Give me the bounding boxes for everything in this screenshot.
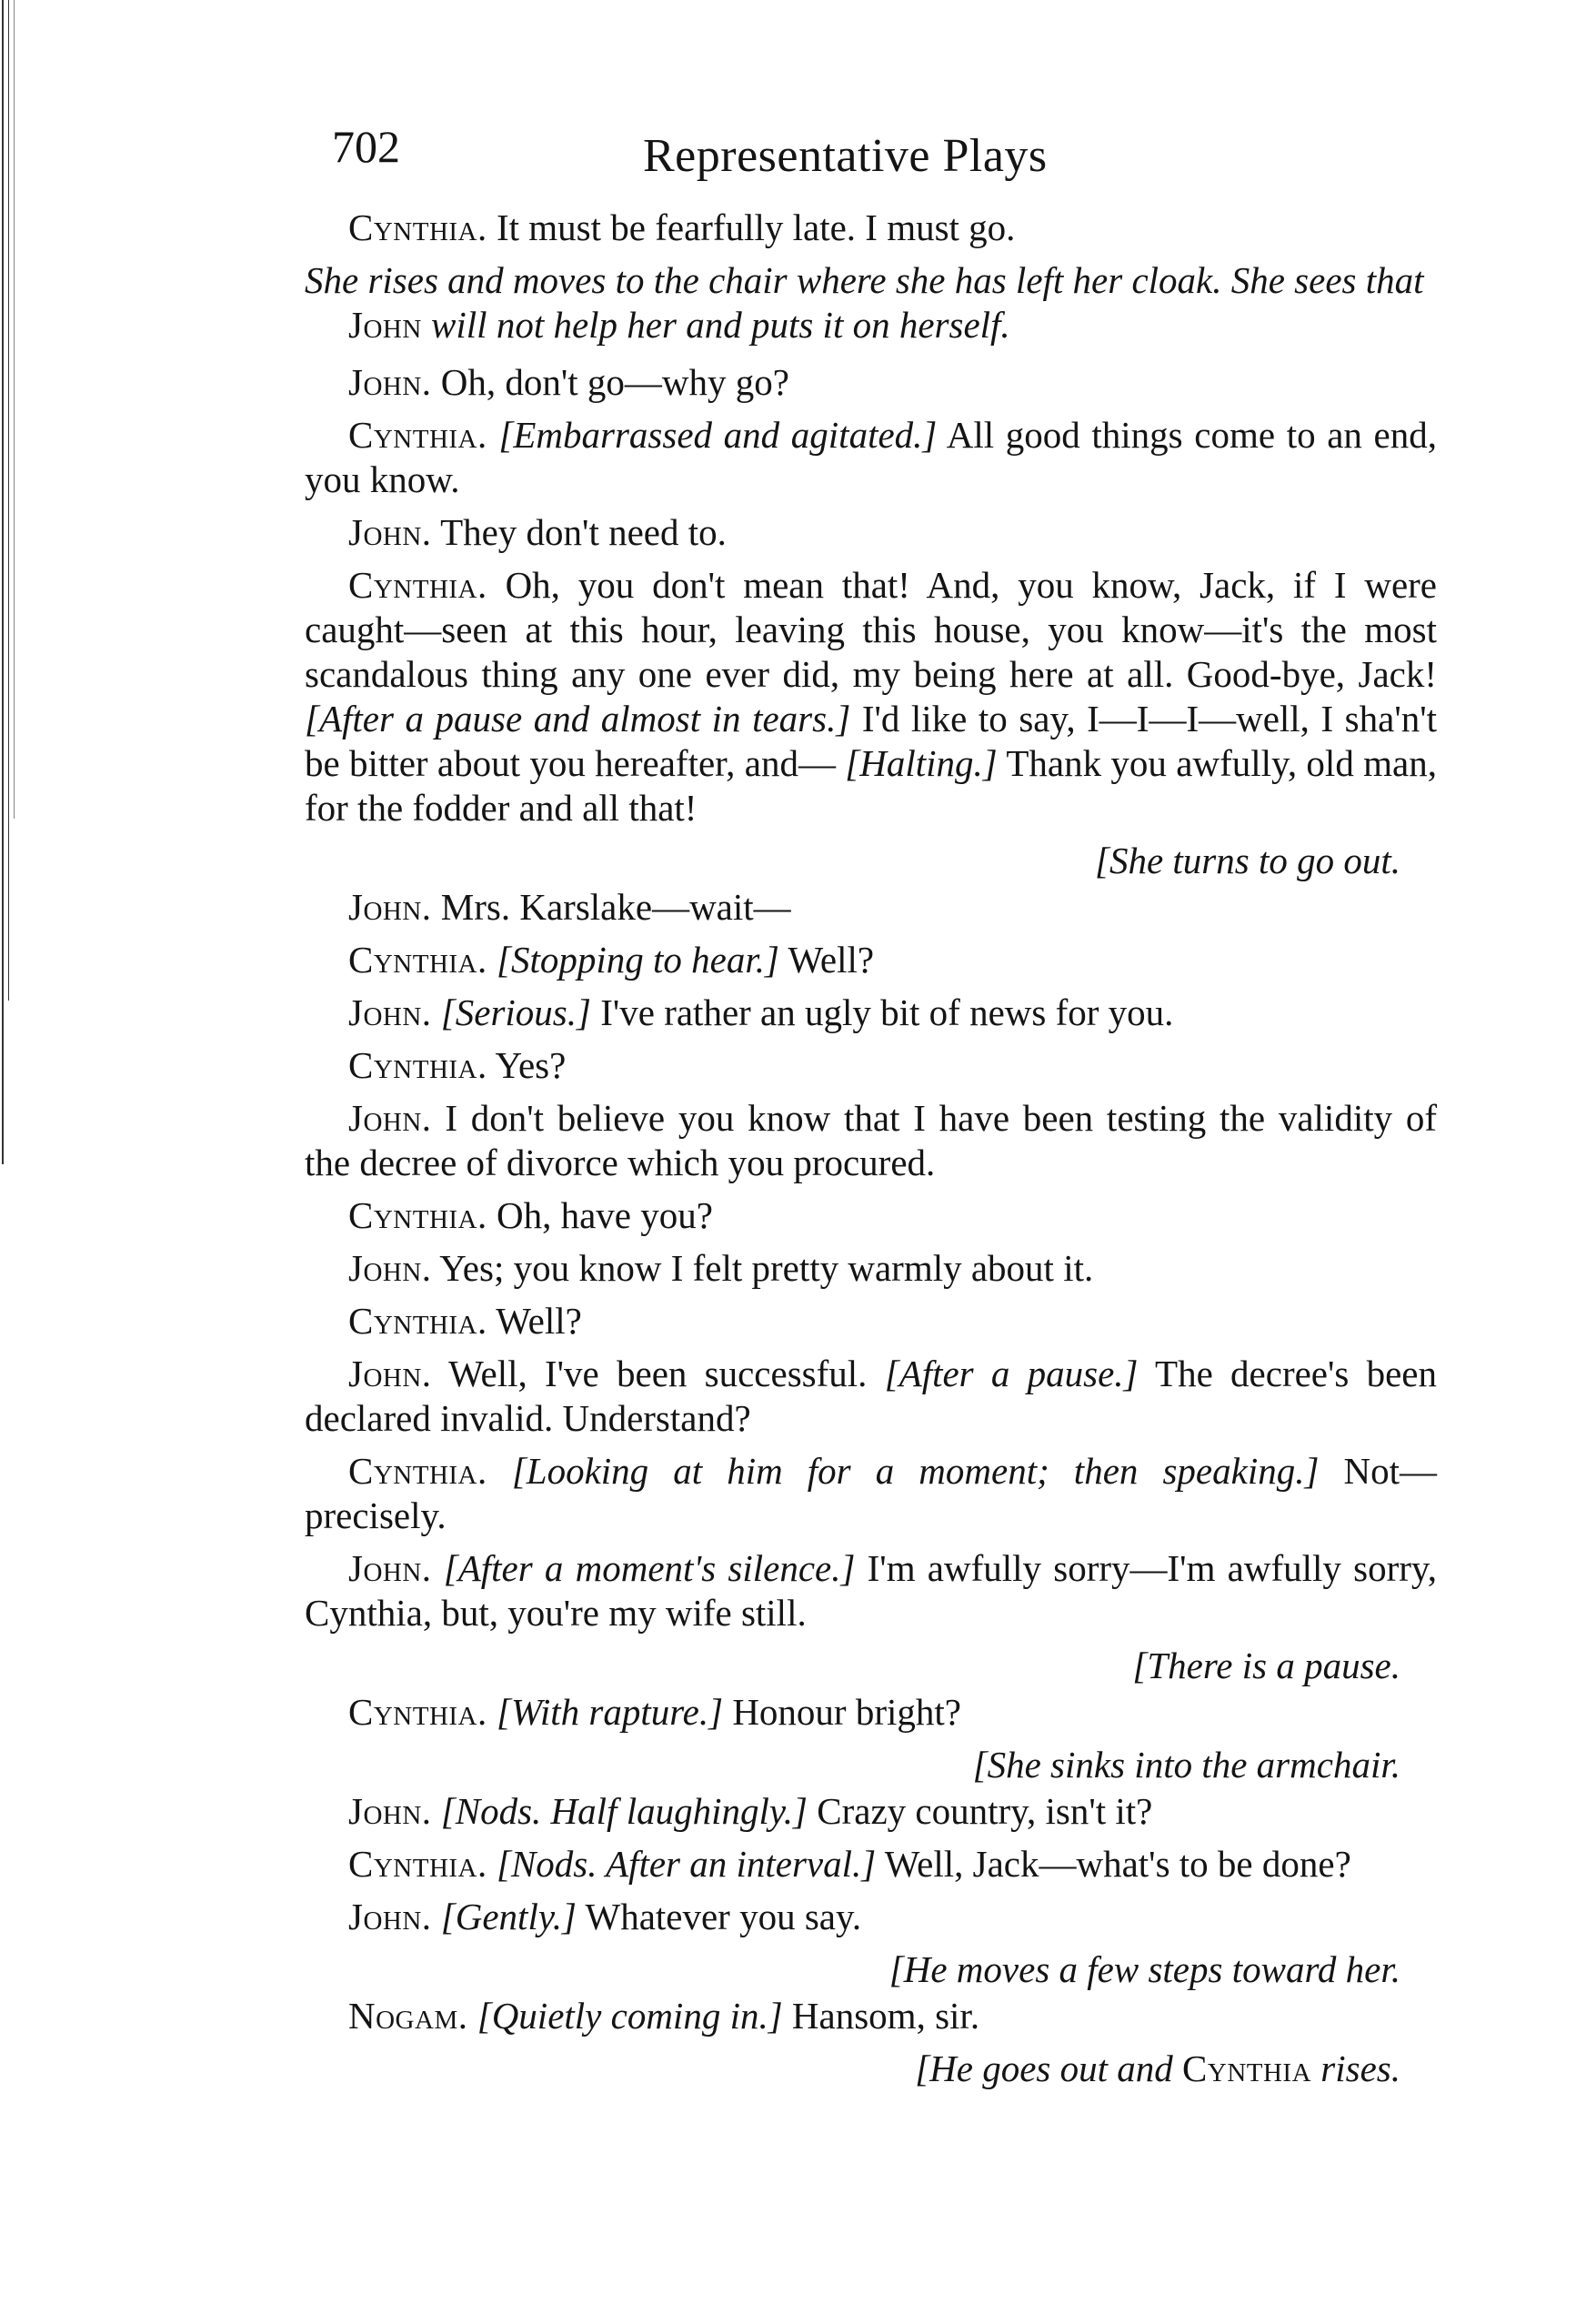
speaker-name: Cynthia.: [348, 414, 487, 456]
speech: [305, 1352, 1437, 1441]
speaker-name: John.: [348, 511, 432, 553]
speech: [305, 563, 1437, 830]
speaker-name: John.: [348, 1547, 432, 1589]
speech: [305, 1193, 1437, 1238]
inline-direction: [After a pause.]: [884, 1353, 1139, 1394]
inline-direction: [Serious.]: [440, 991, 591, 1033]
binding-edge-marks: [0, 0, 20, 1182]
speech: [305, 1546, 1437, 1635]
speaker-name: Cynthia.: [348, 1691, 487, 1733]
stage-direction-right: [305, 2047, 1437, 2091]
speech: [305, 1299, 1437, 1343]
inline-direction: [Looking at him for a moment; then speaking.]: [511, 1450, 1320, 1492]
speech: [305, 206, 1437, 250]
exit-direction: [She turns to go out.: [1095, 840, 1400, 881]
character-name: John: [348, 304, 422, 346]
speaker-name: Cynthia.: [348, 564, 487, 606]
speech-text: All good things come to an end, you know.: [305, 414, 1437, 500]
speaker-name: Cynthia.: [348, 1044, 487, 1086]
speech-text: Well?: [778, 939, 875, 981]
speech-text: Hansom, sir.: [782, 1995, 980, 2037]
speaker-name: Nogam.: [348, 1995, 468, 2037]
speech-text: Yes; you know I felt pretty warmly about it.: [439, 1247, 1094, 1289]
speech: [305, 1096, 1437, 1185]
inline-direction: [With rapture.]: [497, 1691, 724, 1733]
speech: [305, 1449, 1437, 1538]
speaker-name: John.: [348, 1097, 432, 1139]
speaker-name: John.: [348, 886, 432, 928]
speech: [305, 1043, 1437, 1088]
speech-text: I don't believe you know that I have been testing the validity of the decree of divorce which you procured.: [305, 1097, 1438, 1183]
speech-text: Whatever you say.: [576, 1896, 862, 1937]
speech-text: It must be fearfully late. I must go.: [497, 206, 1016, 248]
character-name: Cynthia: [1182, 2047, 1312, 2089]
speaker-name: John.: [348, 1353, 432, 1394]
stage-direction: [305, 258, 1437, 347]
inline-direction: [Nods. Half laughingly.]: [440, 1790, 808, 1832]
speaker-name: John.: [348, 991, 432, 1033]
speech: [305, 413, 1437, 502]
inline-direction: [Quietly coming in.]: [477, 1995, 783, 2037]
speech: [305, 885, 1437, 930]
speech: [305, 991, 1437, 1035]
speech: [305, 1246, 1437, 1291]
speaker-name: Cynthia.: [348, 1300, 487, 1342]
speaker-name: John.: [348, 1790, 432, 1832]
speaker-name: Cynthia.: [348, 206, 487, 248]
direction-text: will not help her and puts it on herself.: [421, 304, 1010, 346]
book-page: [305, 107, 1437, 2093]
stage-direction-right: [She sinks into the armchair.: [972, 1744, 1400, 1786]
speech-text: Oh, don't go—why go?: [440, 361, 789, 403]
speaker-name: John.: [348, 1896, 432, 1937]
speech: [305, 360, 1437, 405]
speech: [305, 510, 1437, 555]
inline-direction: [Halting.]: [845, 742, 998, 784]
speech-text: The decree's been declared invalid. Understand?: [305, 1353, 1437, 1439]
speech-text: Thank you awfully, old man, for the fodder and all that!: [305, 742, 1438, 829]
inline-direction: [Gently.]: [440, 1896, 577, 1937]
speech: [305, 1842, 1437, 1886]
speech-text: They don't need to.: [440, 511, 727, 553]
speech-text: Yes?: [495, 1044, 567, 1086]
speech-text: Crazy country, isn't it?: [808, 1790, 1153, 1832]
speech-text: Well, Jack—what's to be done?: [876, 1843, 1351, 1885]
direction-text: rises.: [1311, 2047, 1400, 2089]
speech-text: Oh, you don't mean that! And, you know, Jack, if I were caught—seen at this hour, leaving this house, you know—it's the most scandalous thing any one ever did, my being here at all. Good-bye, Jack!: [305, 564, 1437, 695]
running-title: Representative Plays: [643, 130, 1048, 182]
speech: [305, 938, 1437, 982]
stage-direction-right: [He moves a few steps toward her.: [888, 1948, 1400, 1990]
inline-direction: [Embarrassed and agitated.]: [498, 414, 938, 456]
speech: [305, 1994, 1437, 2038]
stage-direction-right: [There is a pause.: [1132, 1645, 1400, 1686]
play-text: [305, 206, 1437, 2091]
speech: [305, 1789, 1437, 1834]
page-header: [305, 107, 1437, 206]
speech-text: Mrs. Karslake—wait—: [440, 886, 791, 928]
speaker-name: Cynthia.: [348, 1450, 487, 1492]
speech-text: Well, I've been successful.: [448, 1353, 885, 1394]
speaker-name: John.: [348, 361, 432, 403]
inline-direction: [Nods. After an interval.]: [497, 1843, 877, 1885]
speech-text: I've rather an ugly bit of news for you.: [590, 991, 1174, 1033]
speech-text: Well?: [496, 1300, 582, 1342]
speech: [305, 1895, 1437, 1939]
inline-direction: [After a moment's silence.]: [443, 1547, 856, 1589]
speaker-name: John.: [348, 1247, 432, 1289]
speech-text: I'd like to say, I—I—I—well, I sha'n't be bitter about you hereafter, and—: [305, 698, 1437, 784]
speech-text: Not—precisely.: [305, 1450, 1437, 1536]
speaker-name: Cynthia.: [348, 939, 487, 981]
speaker-name: Cynthia.: [348, 1843, 487, 1885]
inline-direction: [After a pause and almost in tears.]: [305, 698, 851, 739]
speech-text: Honour bright?: [723, 1691, 961, 1733]
page-number: 702: [332, 121, 400, 172]
direction-text: She rises and moves to the chair where she has left her cloak. She sees that: [305, 259, 1424, 301]
inline-direction: [Stopping to hear.]: [497, 939, 779, 981]
speech: [305, 1690, 1437, 1735]
speech-text: Oh, have you?: [497, 1194, 713, 1236]
speaker-name: Cynthia.: [348, 1194, 487, 1236]
direction-text: [He goes out and: [915, 2047, 1183, 2089]
speech-text: I'm awfully sorry—I'm awfully sorry, Cynthia, but, you're my wife still.: [305, 1547, 1437, 1634]
